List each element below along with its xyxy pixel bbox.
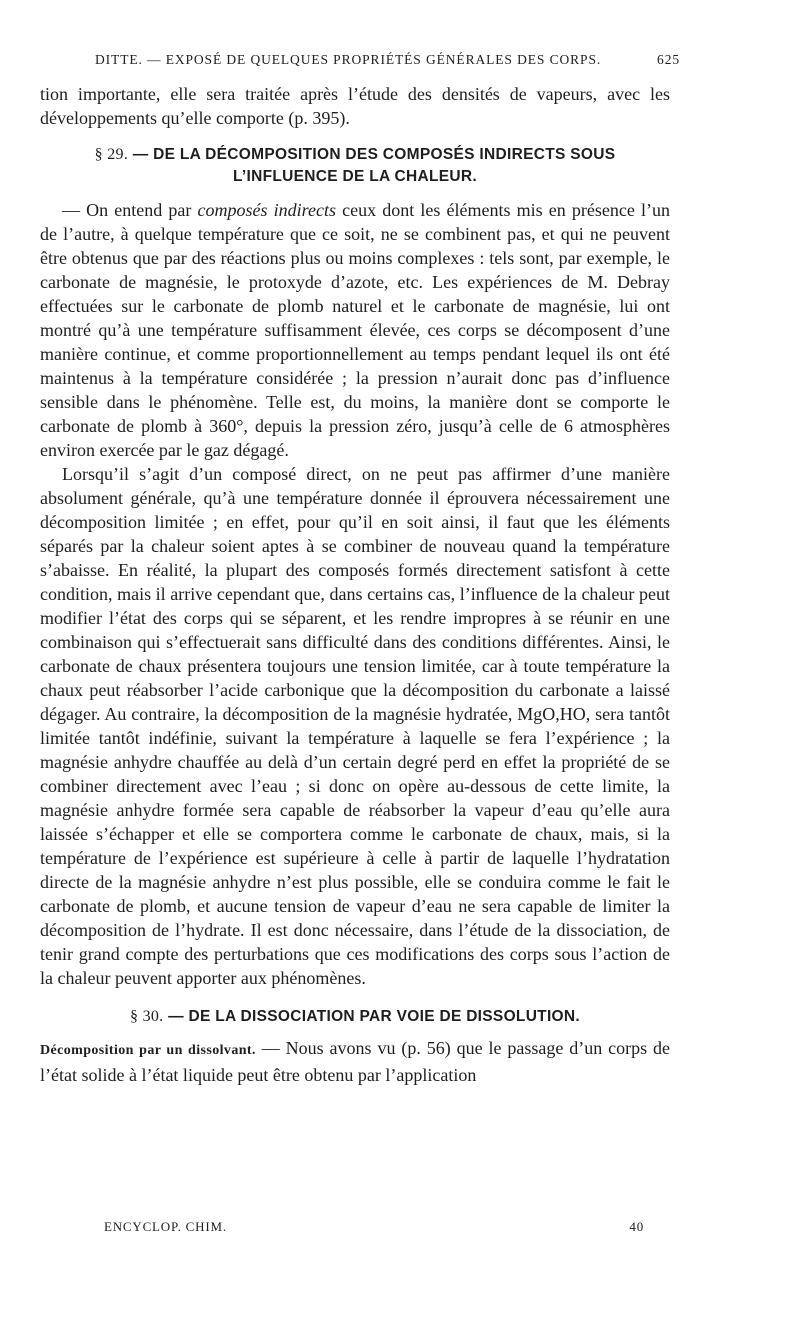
running-title: DITTE. — EXPOSÉ DE QUELQUES PROPRIÉTÉS GÉNÉRALES DES CORPS. bbox=[95, 52, 602, 67]
signature-mark: ENCYCLOP. CHIM. bbox=[104, 1219, 227, 1234]
section-30-paragraph-1 bbox=[40, 1036, 670, 1087]
signature-number: 40 bbox=[629, 1219, 644, 1234]
section-29-title: — DE LA DÉCOMPOSITION DES COMPOSÉS INDIRECTS SOUS L’INFLUENCE DE LA CHALEUR. bbox=[132, 146, 616, 185]
page-body bbox=[40, 82, 670, 1087]
section-29-number: § 29. bbox=[94, 146, 129, 163]
section-30-paragraph-1-text: — Nous avons vu (p. 56) que le passage d’un corps de l’état solide à l’état liquide peut être obtenu par l’application bbox=[40, 1038, 670, 1085]
section-29-italic-term: composés indirects bbox=[197, 200, 336, 220]
section-29-paragraph-1-rest: ceux dont les éléments mis en présence l’un de l’autre, à quelque température que ce soit, ne se combinent pas, et qui ne peuvent être obtenus que par des réactions plus ou moins complexes : tels sont, par exemple, le carbonate de magnésie, le protoxyde d’azote, etc. Les expériences de M. Debray effectuées sur le carbonate de plomb naturel et le carbonate de magnésie, lui ont montré qu’à une température suffisamment élevée, ces corps se décomposent d’une manière continue, et comme proportionnellement au temps pendant lequel ils ont été maintenus à la température considérée ; la pression n’aurait donc pas d’influence sensible dans le phénomène. Telle est, du moins, la manière dont se comporte le carbonate de plomb à 360°, depuis la pression zéro, jusqu’à celle de 6 atmosphères environ exercée par le gaz dégagé. bbox=[40, 200, 670, 460]
section-29-heading bbox=[40, 144, 670, 188]
section-30-title: — DE LA DISSOCIATION PAR VOIE DE DISSOLUTION. bbox=[168, 1008, 581, 1025]
section-30-runin-heading: Décomposition par un dissolvant. bbox=[40, 1043, 256, 1058]
page-number: 625 bbox=[657, 52, 680, 67]
section-29-paragraph-1 bbox=[40, 198, 670, 462]
section-29-paragraph-1-lead: — On entend par bbox=[62, 200, 198, 220]
section-30-number: § 30. bbox=[129, 1008, 164, 1025]
section-30-heading bbox=[40, 1006, 670, 1028]
section-29-paragraph-2: Lorsqu’il s’agit d’un composé direct, on ne peut pas affirmer d’une manière absolument générale, qu’à une température donnée il éprouvera nécessairement une décomposition limitée ; en effet, pour qu’il en soit ainsi, il faut que les éléments séparés par la chaleur soient aptes à se combiner de nouveau quand la température s’abaisse. En réalité, la plupart des composés formés directement satisfont à cette condition, mais il arrive cependant que, dans certains cas, l’influence de la chaleur peut modifier l’état des corps qui se séparent, et les rendre impropres à se réunir en une combinaison qui s’effectuerait sans difficulté dans des conditions différentes. Ainsi, le carbonate de chaux présentera toujours une tension limitée, car à toute température la chaux peut réabsorber l’acide carbonique que la décomposition du carbonate a laissé dégager. Au contraire, la décomposition de la magnésie hydratée, MgO,HO, sera tantôt limitée tantôt indéfinie, suivant la température à laquelle se fera l’expérience ; la magnésie anhydre chauffée au delà d’un certain degré perd en effet la propriété de se combiner directement avec l’eau ; si donc on opère au-dessous de cette limite, la magnésie anhydre formée sera capable de réabsorber la vapeur d’eau qu’elle aura laissée s’échapper et elle se comportera comme le carbonate de chaux, mais, si la température de l’expérience est supérieure à celle à partir de laquelle l’hydratation directe de la magnésie anhydre n’est plus possible, elle se conduira comme le fait le carbonate de plomb, et aucune tension de vapeur d’eau ne sera capable de limiter la décomposition de l’hydrate. Il est donc nécessaire, dans l’étude de la dissociation, de tenir grand compte des perturbations que ces modifications des corps sous l’action de la chaleur peuvent apporter aux phénomènes. bbox=[40, 464, 670, 988]
intro-paragraph: tion importante, elle sera traitée après l’étude des densités de vapeurs, avec les développements qu’elle comporte (p. 395). bbox=[40, 84, 670, 128]
